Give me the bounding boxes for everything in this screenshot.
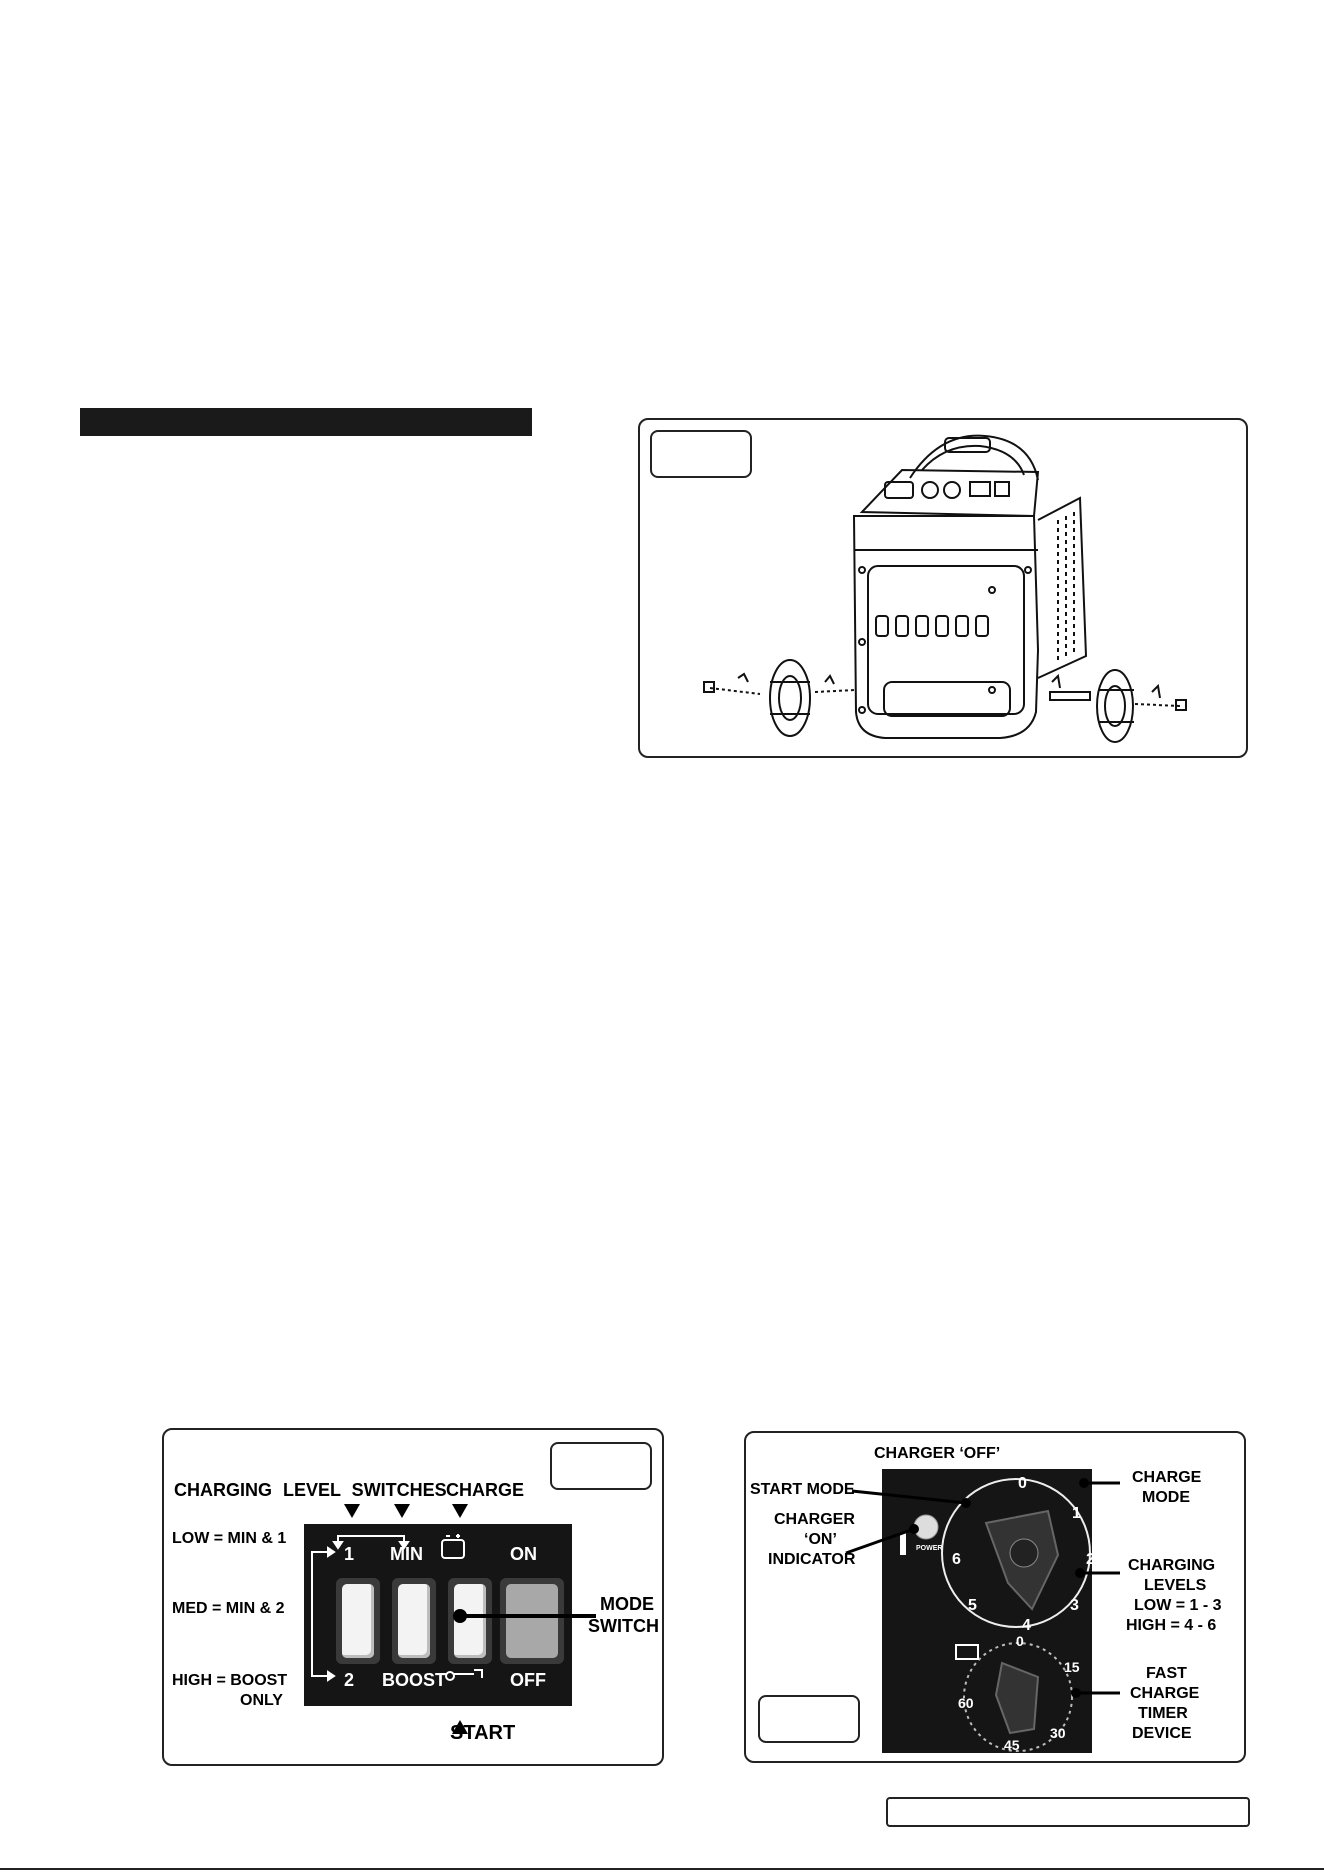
mode-switch-label: MODE [600,1594,654,1614]
switch-on-label: ON [510,1544,537,1564]
caption-box [886,1797,1250,1827]
charging-levels-label-2: LEVELS [1144,1577,1207,1594]
charger-on-indicator-label-2: ‘ON’ [804,1531,837,1548]
start-mode-label: START MODE [750,1481,855,1498]
dial-number-3: 3 [1070,1597,1079,1614]
charge-heading: CHARGE [446,1480,525,1500]
charger-on-indicator-label: CHARGER [774,1511,855,1528]
power-indicator-label: POWER [916,1545,943,1552]
section-heading-bar [80,408,532,436]
charging-levels-label-4: HIGH = 4 - 6 [1126,1617,1217,1634]
footer-rule [0,1868,1324,1870]
dial-number-4: 4 [1022,1617,1031,1634]
timer-number-0: 0 [1016,1633,1024,1649]
charging-levels-label: CHARGING [1128,1557,1216,1574]
switch-boost-label: BOOST [382,1670,447,1690]
high-setting-label-2: ONLY [240,1692,283,1709]
med-setting-label: MED = MIN & 2 [172,1600,285,1617]
dial-number-2: 2 [1086,1551,1095,1568]
dial-number-6: 6 [952,1551,961,1568]
switch-off-label: OFF [510,1670,546,1690]
dial-number-1: 1 [1072,1505,1081,1522]
fast-charge-timer-label-4: DEVICE [1132,1725,1192,1742]
dial-number-0: 0 [1018,1475,1027,1492]
fast-charge-timer-label-2: CHARGE [1130,1685,1200,1702]
high-setting-label: HIGH = BOOST [172,1672,288,1689]
switch-min-label: MIN [390,1544,423,1564]
timer-number-45: 45 [1004,1737,1020,1753]
figure-dial-panel [744,1431,1246,1763]
figure-wheel-assembly [638,418,1248,758]
start-label: START [450,1722,516,1744]
timer-number-30: 30 [1050,1725,1066,1741]
charger-wheel-illustration [640,420,1246,756]
charger-on-indicator-label-3: INDICATOR [768,1551,856,1568]
charge-mode-label-2: MODE [1142,1489,1190,1506]
charging-levels-label-3: LOW = 1 - 3 [1134,1597,1222,1614]
charge-mode-label: CHARGE [1132,1469,1202,1486]
fast-charge-timer-label-3: TIMER [1138,1705,1188,1722]
switch-1-label: 1 [344,1544,355,1564]
low-setting-label: LOW = MIN & 1 [172,1530,287,1547]
figure-charging-level-switches [162,1428,664,1766]
dial-number-5: 5 [968,1597,977,1614]
timer-number-60: 60 [958,1695,974,1711]
fast-charge-timer-label: FAST [1146,1665,1187,1682]
timer-number-15: 15 [1064,1659,1080,1675]
mode-switch-label-2: SWITCH [588,1616,659,1636]
charger-off-label: CHARGER ‘OFF’ [874,1445,1001,1462]
charging-level-switches-heading: CHARGING LEVEL SWITCHES [174,1480,447,1500]
mode-switch-leader [164,1430,662,1764]
switch-2-label: 2 [344,1670,355,1690]
